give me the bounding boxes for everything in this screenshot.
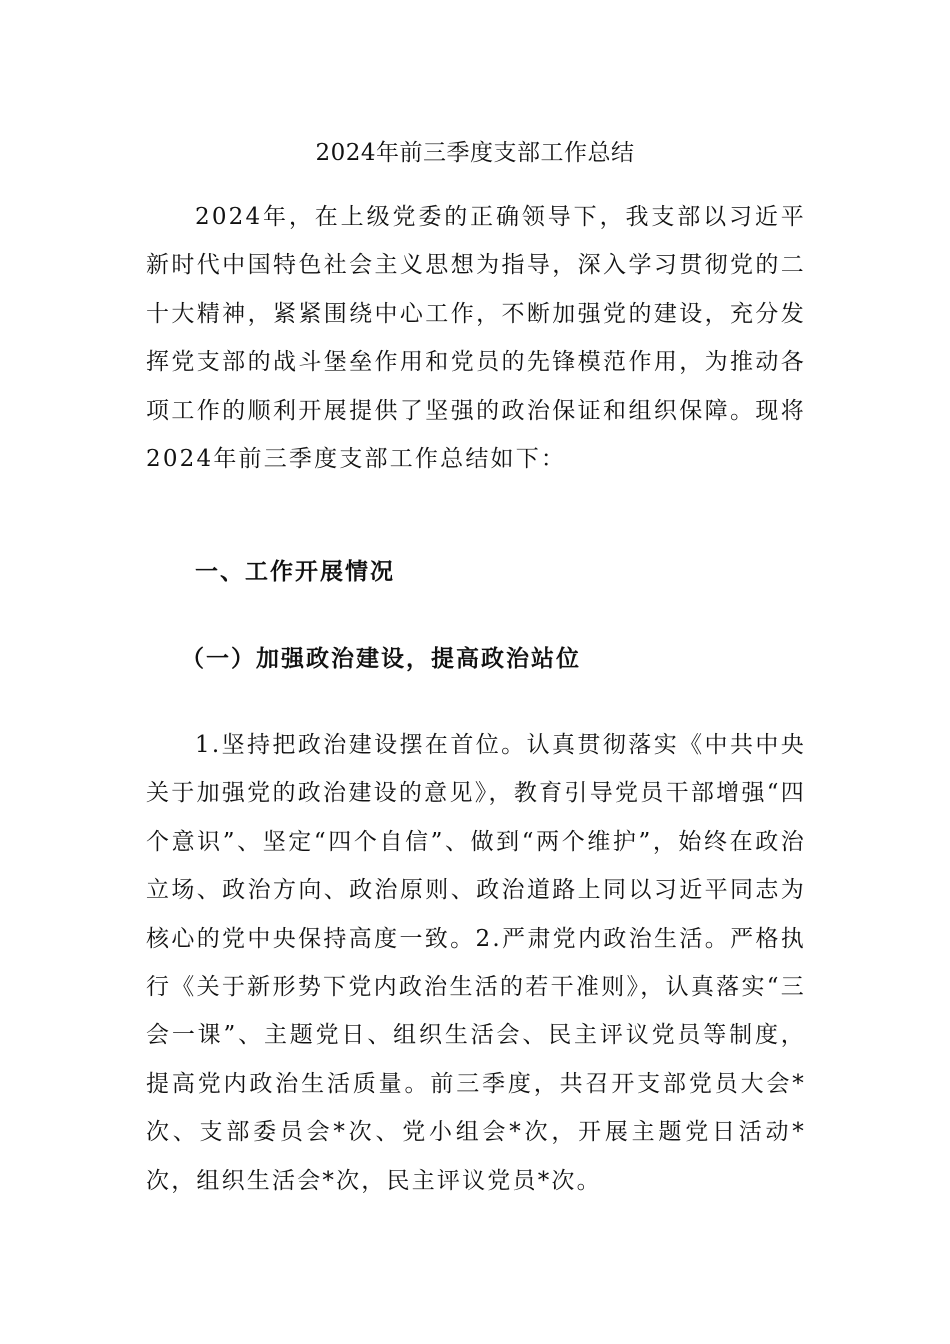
subsection-body-paragraph: 1.坚持把政治建设摆在首位。认真贯彻落实《中共中央关于加强党的政治建设的意见》，教育引导党员干部增强“四个意识”、坚定“四个自信”、做到“两个维护”，始终在政治立场、政治方向、政治原则、政治道路上同以习近平同志为核心的党中央保持高度一致。2.严肃党内政治生活。严格执行《关于新形势下党内政治生活的若干准则》，认真落实“三会一课”、主题党日、组织生活会、民主评议党员等制度，提高党内政治生活质量。前三季度，共召开支部党员大会*次、支部委员会*次、党小组会*次，开展主题党日活动*次，组织生活会*次，民主评议党员*次。 (146, 732, 806, 1194)
section-heading-work-status: 一、工作开展情况 (195, 558, 395, 585)
document-title: 2024年前三季度支部工作总结 (315, 140, 635, 166)
subsection-heading-political-construction: （一）加强政治建设，提高政治站位 (181, 645, 581, 672)
intro-paragraph: 2024年，在上级党委的正确领导下，我支部以习近平新时代中国特色社会主义思想为指导，深入学习贯彻党的二十大精神，紧紧围绕中心工作，不断加强党的建设，充分发挥党支部的战斗堡垒作用和党员的先锋模范作用，为推动各项工作的顺利开展提供了坚强的政治保证和组织保障。现将2024年前三季度支部工作总结如下： (146, 204, 806, 473)
